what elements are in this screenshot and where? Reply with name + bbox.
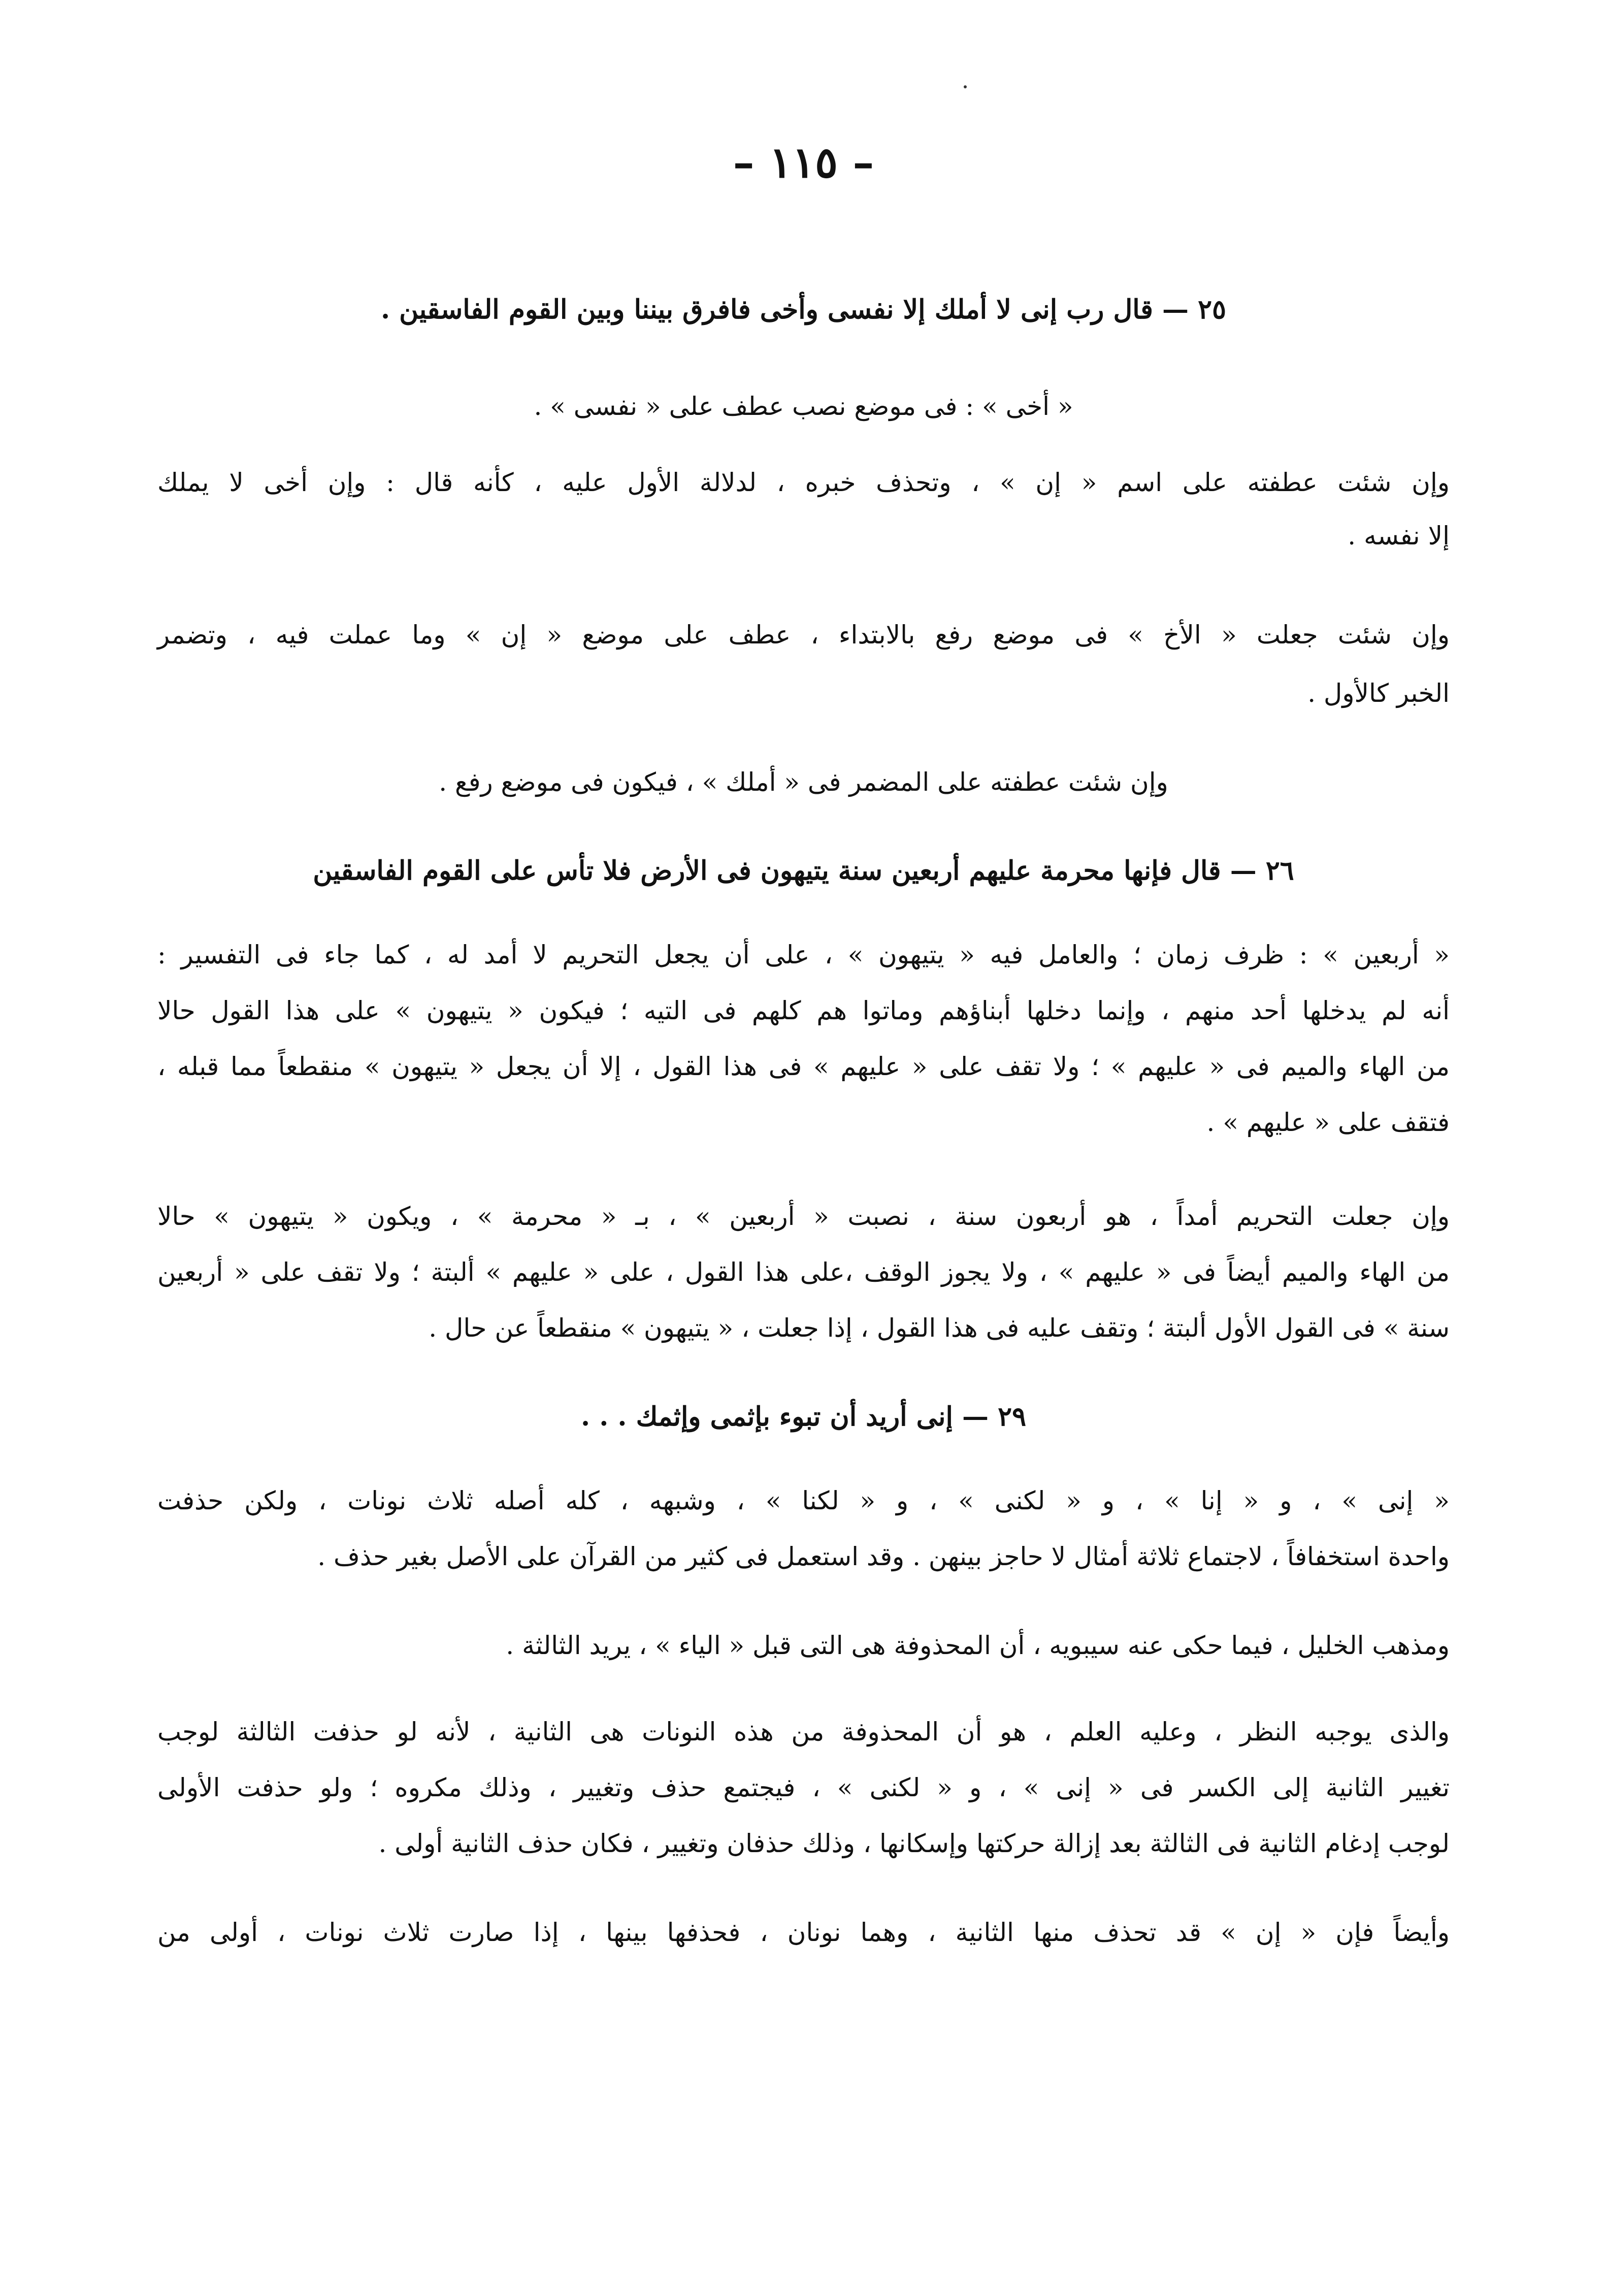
text-line: وإن شئت عطفته على اسم « إن » ، وتحذف خبره ، لدلالة الأول عليه ، كأنه قال : وإن أخى لا يملك (157, 468, 1450, 497)
text-line: من الهاء والميم أيضاً فى « عليهم » ، ولا يجوز الوقف ،على هذا القول ، على « عليهم » ألبتة ؛ ولا تقف على « أربعين (157, 1257, 1450, 1287)
text-line: وإن شئت عطفته على المضمر فى « أملك » ، فيكون فى موضع رفع . (439, 767, 1168, 797)
text-line: إلا نفسه . (1348, 521, 1450, 551)
text-line: « أخى » : فى موضع نصب عطف على « نفسى » . (534, 392, 1073, 421)
text-line: أنه لم يدخلها أحد منهم ، وإنما دخلها أبناؤهم وماتوا هم كلهم فى التيه ؛ فيكون « يتيهون » على هذا القول حالا (157, 996, 1450, 1025)
text-line: ومذهب الخليل ، فيما حكى عنه سيبويه ، أن المحذوفة هى التى قبل « الياء » ، يريد الثالثة . (506, 1631, 1450, 1660)
text-line: فتقف على « عليهم » . (1206, 1108, 1450, 1137)
text-line: « إنى » ، و « إنا » ، و « لكنى » ، و « لكنا » ، وشبهه ، كله أصله ثلاث نونات ، ولكن حذفت (157, 1486, 1450, 1515)
text-line: والذى يوجبه النظر ، وعليه العلم ، هو أن المحذوفة من هذه النونات هى الثانية ، لأنه لو حذفت الثالثة لوجب (157, 1717, 1450, 1747)
scan-speck (964, 85, 967, 88)
text-line: « أربعين » : ظرف زمان ؛ والعامل فيه « يتيهون » ، على أن يجعل التحريم لا أمد له ، كما جاء فى التفسير : (157, 940, 1450, 969)
text-line: لوجب إدغام الثانية فى الثالثة بعد إزالة حركتها وإسكانها ، وذلك حذفان وتغيير ، فكان حذف الثانية أولى . (378, 1829, 1450, 1858)
verse-29-heading: ٢٩ — إنى أريد أن تبوء بإثمى وإثمك . . . (580, 1401, 1027, 1432)
text-line: الخبر كالأول . (1307, 678, 1450, 708)
text-line: سنة » فى القول الأول ألبتة ؛ وتقف عليه فى هذا القول ، إذا جعلت ، « يتيهون » منقطعاً عن حال . (429, 1313, 1450, 1343)
page-number: – ١١٥ – (733, 137, 874, 187)
text-line: تغيير الثانية إلى الكسر فى « إنى » ، و « لكنى » ، فيجتمع حذف وتغيير ، وذلك مكروه ؛ ولو حذفت الأولى (157, 1773, 1450, 1802)
text-line: واحدة استخفافاً ، لاجتماع ثلاثة أمثال لا حاجز بينهن . وقد استعمل فى كثير من القرآن على الأصل بغير حذف . (317, 1542, 1450, 1571)
text-line: وأيضاً فإن « إن » قد تحذف منها الثانية ، وهما نونان ، فحذفها بينها ، إذا صارت ثلاث نونات ، أولى من (157, 1918, 1450, 1947)
text-line: وإن شئت جعلت « الأخ » فى موضع رفع بالابتداء ، عطف على موضع « إن » وما عملت فيه ، وتضمر (157, 620, 1450, 650)
text-line: من الهاء والميم فى « عليهم » ؛ ولا تقف على « عليهم » فى هذا القول ، إلا أن يجعل « يتيهون » منقطعاً مما قبله ، (157, 1052, 1450, 1081)
verse-25-heading: ٢٥ — قال رب إنى لا أملك إلا نفسى وأخى فافرق بيننا وبين القوم الفاسقين . (380, 294, 1227, 325)
text-line: وإن جعلت التحريم أمداً ، هو أربعون سنة ، نصبت « أربعين » ، بـ « محرمة » ، ويكون « يتيهون » حالا (157, 1202, 1450, 1231)
verse-26-heading: ٢٦ — قال فإنها محرمة عليهم أربعين سنة يتيهون فى الأرض فلا تأس على القوم الفاسقين (313, 855, 1294, 886)
